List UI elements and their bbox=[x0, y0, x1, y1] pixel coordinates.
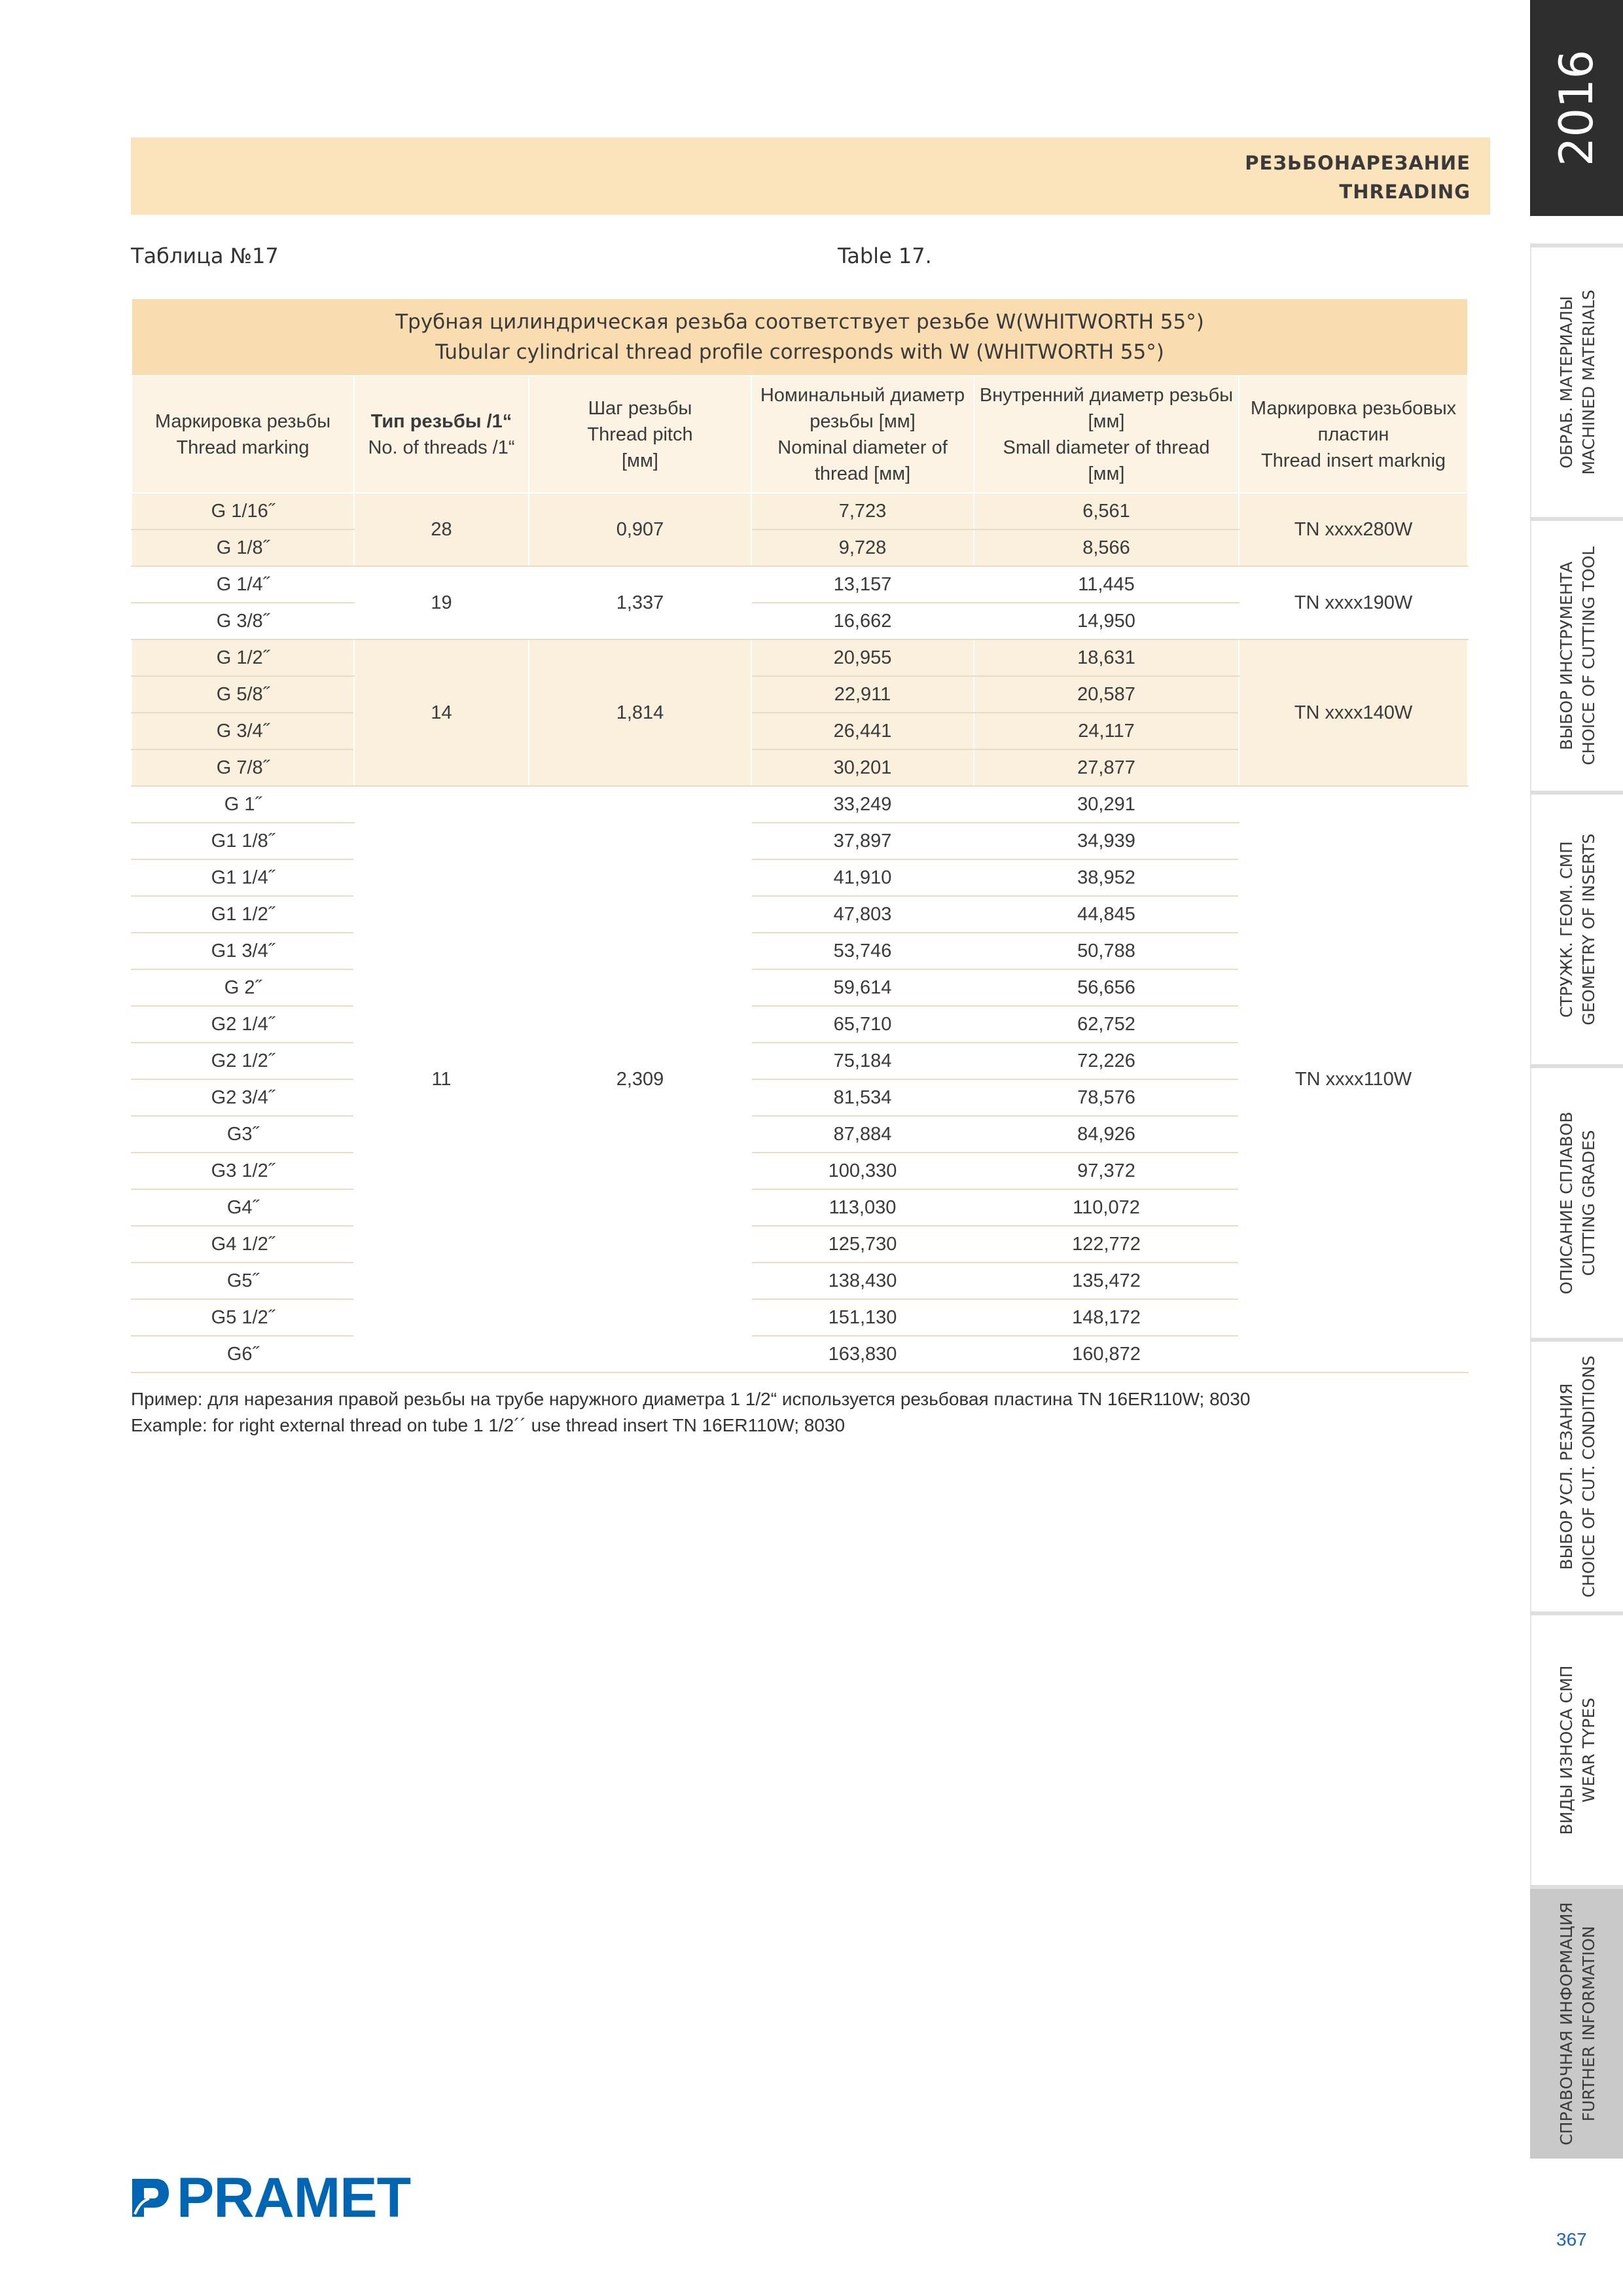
cell-small-diameter: 62,752 bbox=[974, 1006, 1239, 1043]
cell-thread-marking: G 5/8˝ bbox=[132, 676, 354, 713]
cell-thread-marking: G1 1/8˝ bbox=[132, 823, 354, 859]
pramet-logo-icon bbox=[130, 2175, 171, 2221]
cell-small-diameter: 30,291 bbox=[974, 786, 1239, 823]
tab-geometry-of-inserts[interactable] bbox=[1530, 795, 1623, 1064]
cell-nominal-diameter: 163,830 bbox=[751, 1336, 974, 1372]
cell-nominal-diameter: 13,157 bbox=[751, 566, 974, 603]
section-title-ru: РЕЗЬБОНАРЕЗАНИЕ bbox=[1245, 152, 1471, 174]
tab-label: ВЫБОР УСЛ. РЕЗАНИЯ CHOICE OF CUT. CONDITIONS bbox=[1557, 1355, 1598, 1598]
example-en: Example: for right external thread on tube 1 1/2´´ use thread insert TN 16ER110W; 8030 bbox=[131, 1415, 846, 1435]
tab-wear-types[interactable] bbox=[1530, 1615, 1623, 1885]
tab-label: ОПИСАНИЕ СПЛАВОВ CUTTING GRADES bbox=[1557, 1111, 1598, 1295]
table-caption-en: Table 17. bbox=[838, 243, 932, 268]
cell-small-diameter: 110,072 bbox=[974, 1189, 1239, 1226]
thread-table bbox=[131, 298, 1469, 1373]
cell-small-diameter: 6,561 bbox=[974, 493, 1239, 529]
cell-thread-marking: G 1/8˝ bbox=[132, 529, 354, 566]
cell-small-diameter: 34,939 bbox=[974, 823, 1239, 859]
col-header-pitch: Шаг резьбы Thread pitch [мм] bbox=[529, 376, 751, 493]
cell-small-diameter: 18,631 bbox=[974, 639, 1239, 676]
cell-insert-marking: TN xxxx190W bbox=[1239, 566, 1468, 639]
example-ru: Пример: для нарезания правой резьбы на трубе наружного диаметра 1 1/2“ используется резьбовая пластина TN 16ER110W; 8030 bbox=[131, 1389, 1251, 1409]
cell-small-diameter: 97,372 bbox=[974, 1153, 1239, 1189]
cell-small-diameter: 84,926 bbox=[974, 1116, 1239, 1153]
tab-label: СПРАВОЧНАЯ ИНФОРМАЦИЯ FURTHER INFORMATION bbox=[1557, 1902, 1598, 2145]
cell-nominal-diameter: 59,614 bbox=[751, 969, 974, 1006]
cell-small-diameter: 148,172 bbox=[974, 1299, 1239, 1336]
cell-thread-pitch: 2,309 bbox=[529, 786, 751, 1372]
cell-small-diameter: 24,117 bbox=[974, 713, 1239, 749]
cell-small-diameter: 44,845 bbox=[974, 896, 1239, 933]
tab-further-information[interactable] bbox=[1530, 1889, 1623, 2159]
cell-small-diameter: 160,872 bbox=[974, 1336, 1239, 1372]
table-row bbox=[132, 786, 1468, 823]
cell-small-diameter: 135,472 bbox=[974, 1263, 1239, 1299]
table-title-en: Tubular cylindrical thread profile corresponds with W (WHITWORTH 55°) bbox=[435, 340, 1164, 364]
cell-nominal-diameter: 75,184 bbox=[751, 1043, 974, 1079]
cell-nominal-diameter: 26,441 bbox=[751, 713, 974, 749]
cell-nominal-diameter: 20,955 bbox=[751, 639, 974, 676]
cell-small-diameter: 8,566 bbox=[974, 529, 1239, 566]
cell-nominal-diameter: 47,803 bbox=[751, 896, 974, 933]
tab-label: ВЫБОР ИНСТРУМЕНТА CHOICE OF CUTTING TOOL bbox=[1557, 546, 1598, 766]
cell-thread-marking: G1 1/4˝ bbox=[132, 859, 354, 896]
cell-thread-marking: G4˝ bbox=[132, 1189, 354, 1226]
cell-thread-marking: G1 3/4˝ bbox=[132, 933, 354, 969]
example-note bbox=[131, 1386, 1250, 1439]
cell-thread-marking: G 1/4˝ bbox=[132, 566, 354, 603]
tab-machined-materials[interactable] bbox=[1530, 247, 1623, 517]
cell-nominal-diameter: 7,723 bbox=[751, 493, 974, 529]
cell-small-diameter: 56,656 bbox=[974, 969, 1239, 1006]
col-header-insert: Маркировка резьбовых пластин Thread insert marknig bbox=[1239, 376, 1468, 493]
cell-thread-marking: G3 1/2˝ bbox=[132, 1153, 354, 1189]
tab-label: СТРУЖК. ГЕОМ. СМП GEOMETRY OF INSERTS bbox=[1557, 833, 1598, 1026]
cell-thread-marking: G1 1/2˝ bbox=[132, 896, 354, 933]
cell-nominal-diameter: 113,030 bbox=[751, 1189, 974, 1226]
pramet-logo bbox=[130, 2166, 411, 2229]
cell-small-diameter: 38,952 bbox=[974, 859, 1239, 896]
cell-nominal-diameter: 125,730 bbox=[751, 1226, 974, 1263]
pramet-logo-text: PRAMET bbox=[177, 2166, 411, 2229]
cell-nominal-diameter: 41,910 bbox=[751, 859, 974, 896]
cell-nominal-diameter: 100,330 bbox=[751, 1153, 974, 1189]
cell-thread-pitch: 1,337 bbox=[529, 566, 751, 639]
col-header-small: Внутренний диаметр резьбы [мм] Small diameter of thread [мм] bbox=[974, 376, 1239, 493]
page-number: 367 bbox=[1556, 2229, 1587, 2250]
section-title-en: THREADING bbox=[1339, 181, 1471, 203]
cell-nominal-diameter: 151,130 bbox=[751, 1299, 974, 1336]
cell-nominal-diameter: 138,430 bbox=[751, 1263, 974, 1299]
cell-nominal-diameter: 33,249 bbox=[751, 786, 974, 823]
cell-thread-marking: G 1/2˝ bbox=[132, 639, 354, 676]
cell-small-diameter: 11,445 bbox=[974, 566, 1239, 603]
cell-nominal-diameter: 65,710 bbox=[751, 1006, 974, 1043]
cell-thread-marking: G2 1/2˝ bbox=[132, 1043, 354, 1079]
cell-small-diameter: 27,877 bbox=[974, 749, 1239, 786]
tab-cutting-conditions[interactable] bbox=[1530, 1342, 1623, 1611]
cell-thread-pitch: 0,907 bbox=[529, 493, 751, 566]
cell-thread-marking: G 3/4˝ bbox=[132, 713, 354, 749]
cell-thread-marking: G2 3/4˝ bbox=[132, 1079, 354, 1116]
cell-thread-marking: G6˝ bbox=[132, 1336, 354, 1372]
cell-nominal-diameter: 87,884 bbox=[751, 1116, 974, 1153]
cell-nominal-diameter: 81,534 bbox=[751, 1079, 974, 1116]
cell-thread-marking: G5 1/2˝ bbox=[132, 1299, 354, 1336]
cell-nominal-diameter: 30,201 bbox=[751, 749, 974, 786]
cell-small-diameter: 78,576 bbox=[974, 1079, 1239, 1116]
cell-thread-marking: G 1/16˝ bbox=[132, 493, 354, 529]
tab-label: ОБРАБ. МАТЕРИАЛЫ MACHINED MATERIALS bbox=[1557, 289, 1598, 475]
cell-thread-marking: G 2˝ bbox=[132, 969, 354, 1006]
cell-thread-marking: G5˝ bbox=[132, 1263, 354, 1299]
cell-thread-marking: G4 1/2˝ bbox=[132, 1226, 354, 1263]
cell-nominal-diameter: 37,897 bbox=[751, 823, 974, 859]
cell-nominal-diameter: 22,911 bbox=[751, 676, 974, 713]
col-header-tpi: Тип резьбы /1“ No. of threads /1“ bbox=[354, 376, 529, 493]
cell-insert-marking: TN xxxx280W bbox=[1239, 493, 1468, 566]
cell-nominal-diameter: 53,746 bbox=[751, 933, 974, 969]
table-row bbox=[132, 639, 1468, 676]
cell-thread-marking: G 7/8˝ bbox=[132, 749, 354, 786]
cell-small-diameter: 20,587 bbox=[974, 676, 1239, 713]
cell-small-diameter: 72,226 bbox=[974, 1043, 1239, 1079]
cell-thread-marking: G 1˝ bbox=[132, 786, 354, 823]
cell-threads-per-inch: 11 bbox=[354, 786, 529, 1372]
cell-thread-marking: G2 1/4˝ bbox=[132, 1006, 354, 1043]
tab-label: ВИДЫ ИЗНОСА СМП WEAR TYPES bbox=[1557, 1665, 1598, 1835]
table-title-ru: Трубная цилиндрическая резьба соответствует резьбе W(WHITWORTH 55°) bbox=[395, 310, 1204, 334]
cell-insert-marking: TN xxxx110W bbox=[1239, 786, 1468, 1372]
cell-small-diameter: 50,788 bbox=[974, 933, 1239, 969]
tab-choice-of-cutting-tool[interactable] bbox=[1530, 521, 1623, 791]
cell-thread-marking: G3˝ bbox=[132, 1116, 354, 1153]
cell-thread-pitch: 1,814 bbox=[529, 639, 751, 786]
year-label: 2016 bbox=[1550, 49, 1603, 167]
year-tab bbox=[1530, 0, 1623, 216]
cell-small-diameter: 122,772 bbox=[974, 1226, 1239, 1263]
cell-threads-per-inch: 19 bbox=[354, 566, 529, 639]
cell-insert-marking: TN xxxx140W bbox=[1239, 639, 1468, 786]
cell-nominal-diameter: 16,662 bbox=[751, 603, 974, 639]
table-title bbox=[132, 298, 1468, 376]
table-caption-ru: Таблица №17 bbox=[131, 243, 279, 268]
cell-threads-per-inch: 14 bbox=[354, 639, 529, 786]
cell-thread-marking: G 3/8˝ bbox=[132, 603, 354, 639]
col-header-marking: Маркировка резьбы Thread marking bbox=[132, 376, 354, 493]
col-header-nominal: Номинальный диаметр резьбы [мм] Nominal diameter of thread [мм] bbox=[751, 376, 974, 493]
tab-cutting-grades[interactable] bbox=[1530, 1068, 1623, 1338]
cell-small-diameter: 14,950 bbox=[974, 603, 1239, 639]
section-header bbox=[131, 137, 1490, 215]
cell-nominal-diameter: 9,728 bbox=[751, 529, 974, 566]
cell-threads-per-inch: 28 bbox=[354, 493, 529, 566]
table-row bbox=[132, 493, 1468, 529]
table-row bbox=[132, 566, 1468, 603]
